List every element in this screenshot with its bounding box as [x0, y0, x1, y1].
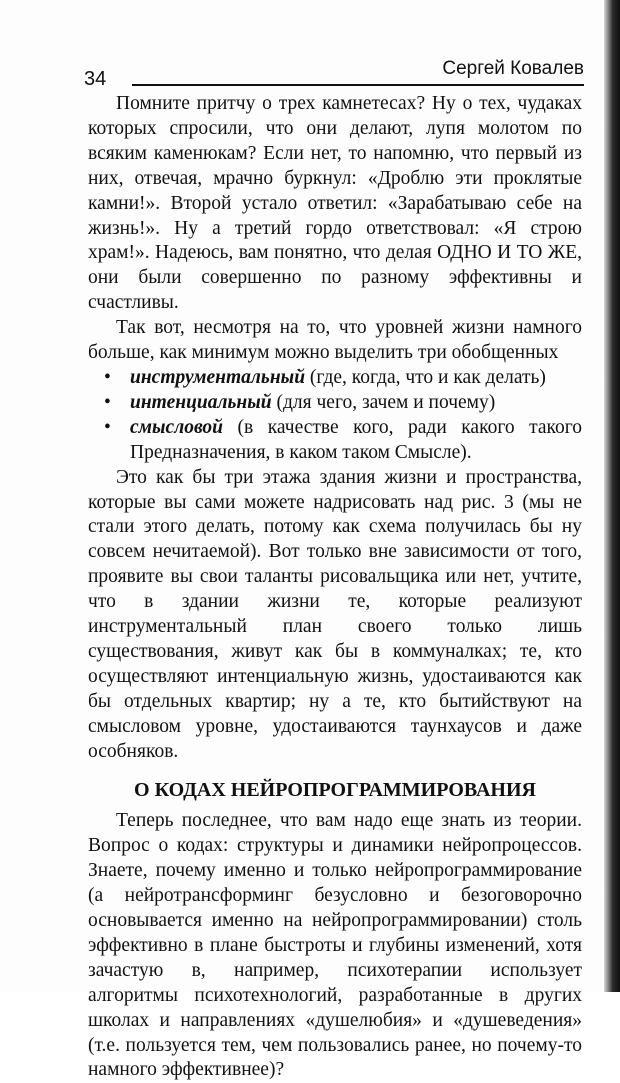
list-item [88, 366, 582, 391]
list-item-term: инструментальный [130, 366, 306, 388]
levels-list [88, 366, 582, 466]
list-item-term: интенциальный [130, 391, 272, 413]
header-rule [132, 84, 584, 86]
list-item [88, 416, 582, 466]
page-number: 34 [84, 68, 107, 90]
paragraph-4: Теперь последнее, что вам надо еще знать из теории. Вопрос о кодах: структуры и динамики нейропроцессов. Знаете, почему именно и только нейропрограммирование (а нейротрансформинг безусловно и безоговорочно основывается именно на нейропрограммировании) столь эффективно в плане быстроты и глубины изменений, хотя зачастую в, например, психотерапии использует алгоритмы психотехнологий, разработанные в других школах и направлениях «душелюбия» и «душеведения» (т.е. пользуется тем, чем пользовались ранее, но почему-то намного эффективнее)? [88, 810, 582, 1081]
paragraph-1: Помните притчу о трех камнетесах? Ну о тех, чудаках которых спросили, что они делают, лупя молотом по всяким каменюкам? Если нет, то напомню, что первый из них, отвечая, мрачно буркнул: «Дроблю эти проклятые камни!». Второй устало ответил: «Зарабатываю себе на жизнь!». Ну а третий гордо ответствовал: «Я строю храм!». Надеюсь, вам понятно, что делая ОДНО И ТО ЖЕ, они были совершенно по разному эффективны и счастливы. [88, 93, 582, 314]
list-item-term: смысловой [130, 416, 224, 438]
paragraph-3: Это как бы три этажа здания жизни и пространства, которые вы сами можете надрисовать над рис. 3 (мы не стали этого делать, потому как схема получилась бы ну совсем нечитаемой). Вот только вне зависимости от того, проявите вы свои таланты рисовальщика или нет, учтите, что в здании жизни те, которые реализуют инструментальный план своего только лишь существования, живут как бы в коммуналках; те, кто осуществляют интенциальную жизнь, удостаиваются как бы отдельных квартир; ну а те, кто бытийствуют на смысловом уровне, удостаиваются таунхаусов и даже особняков. [88, 466, 582, 762]
list-item-text: (для чего, зачем и почему) [271, 391, 496, 413]
paragraph-2: Так вот, несмотря на то, что уровней жизни намного больше, как минимум можно выделить три обобщенных [88, 317, 582, 364]
page-edge-shadow [604, 0, 620, 992]
list-item [88, 391, 582, 416]
body-text [88, 92, 582, 1083]
header-author: Сергей Ковалев [442, 58, 584, 79]
running-header [84, 54, 584, 94]
section-heading: О КОДАХ НЕЙРОПРОГРАММИРОВАНИЯ [134, 779, 536, 802]
list-item-text: (в качестве кого, ради какого такого Предназначения, в каком таком Смысле). [130, 416, 582, 463]
list-item-text: (где, когда, что и как делать) [305, 366, 546, 388]
